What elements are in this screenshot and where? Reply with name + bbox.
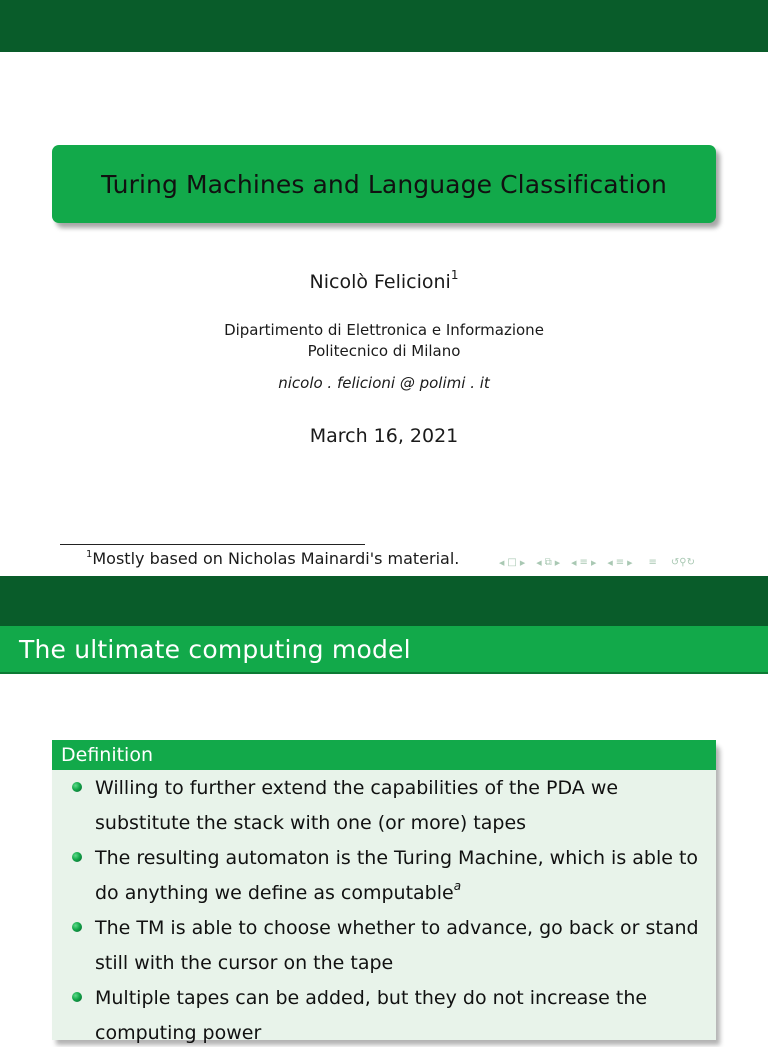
block-body [52, 770, 716, 1047]
bullet-icon [72, 992, 82, 1002]
author-footnote-mark: 1 [450, 268, 459, 282]
nav-align-icon[interactable]: ≡ [648, 557, 657, 568]
block-title: Definition [52, 740, 716, 770]
footnote-rule [60, 544, 365, 545]
header-band [0, 0, 768, 52]
footnote [86, 549, 459, 568]
list-item-text: Willing to further extend the capabilities of the PDA we substitute the stack with one (or more) tapes [95, 777, 619, 834]
author-email: nicolo . felicioni @ polimi . it [278, 374, 490, 392]
institution-university: Politecnico di Milano [307, 342, 461, 360]
list-item [72, 914, 702, 977]
presentation-title: Turing Machines and Language Classification [101, 169, 667, 199]
author [0, 268, 768, 293]
nav-slide-icon[interactable]: ◀ □ ▶ [499, 557, 526, 568]
bullet-icon [72, 922, 82, 932]
institution-department: Dipartimento di Elettronica e Informazione [224, 321, 544, 339]
frame-title: The ultimate computing model [19, 634, 411, 664]
list-item [72, 774, 702, 837]
author-name: Nicolò Felicioni [309, 271, 451, 293]
frame-title-divider [0, 672, 768, 674]
nav-section-icon[interactable]: ◀ ≡ ▶ [607, 557, 633, 568]
list-item [72, 984, 702, 1047]
nav-search-icon[interactable]: ↺⚲↻ [670, 557, 695, 568]
title-box [52, 145, 716, 223]
nav-subsection-icon[interactable]: ◀ ≡ ▶ [571, 557, 597, 568]
footnote-mark: 1 [86, 549, 93, 560]
list-item-text: The resulting automaton is the Turing Machine, which is able to do anything we define as computable [95, 847, 699, 904]
content-slide [0, 576, 768, 1044]
institution [0, 320, 768, 362]
presentation-date: March 16, 2021 [309, 425, 459, 447]
bullet-icon [72, 852, 82, 862]
definition-block [52, 740, 716, 1044]
list-item [72, 844, 702, 907]
list-item-text: Multiple tapes can be added, but they do not increase the computing power [95, 987, 648, 1044]
list-item-text: The TM is able to choose whether to advance, go back or stand still with the cursor on the tape [95, 917, 699, 974]
nav-frame-icon[interactable]: ◀ ⧉ ▶ [536, 557, 561, 568]
frame-title-bar [0, 626, 768, 672]
header-band [0, 576, 768, 626]
navigation-bar [497, 556, 696, 570]
list-item-footnote-mark: a [453, 879, 462, 893]
bullet-icon [72, 782, 82, 792]
footnote-text: Mostly based on Nicholas Mainardi's material. [92, 549, 460, 568]
